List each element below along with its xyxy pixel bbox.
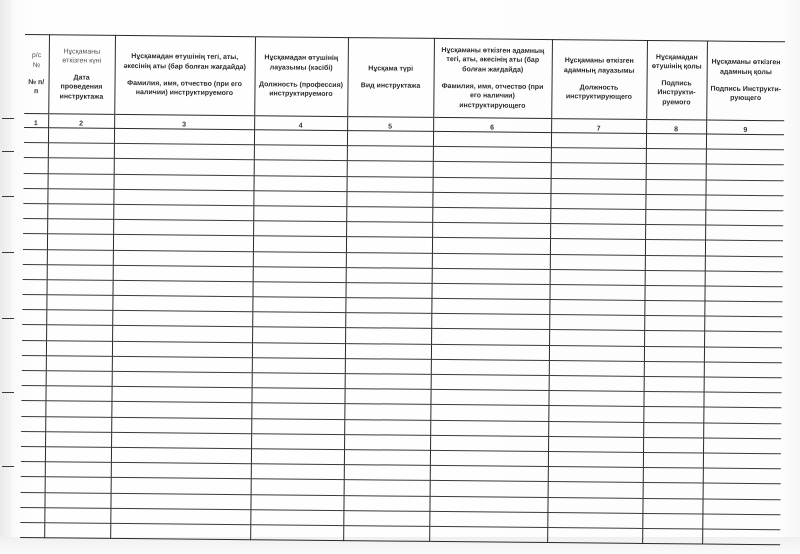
table-cell[interactable] [345, 374, 431, 390]
table-cell[interactable] [431, 283, 549, 299]
table-cell[interactable] [113, 219, 253, 236]
table-cell[interactable] [346, 207, 432, 223]
table-cell[interactable] [642, 498, 702, 514]
table-cell[interactable] [343, 525, 429, 541]
table-cell[interactable] [705, 256, 783, 272]
table-cell[interactable] [251, 464, 344, 480]
gutter-line [2, 196, 14, 197]
table-cell[interactable] [703, 438, 781, 454]
table-cell[interactable] [251, 433, 344, 449]
table-cell[interactable] [44, 492, 110, 508]
table-cell[interactable] [432, 238, 550, 254]
table-cell[interactable] [45, 462, 111, 478]
table-cell[interactable] [705, 195, 783, 211]
table-cell[interactable] [113, 265, 253, 282]
table-cell[interactable] [549, 284, 644, 300]
table-cell[interactable] [48, 173, 114, 189]
table-cell[interactable] [250, 525, 343, 541]
header-col-4 [254, 37, 348, 117]
table-cell[interactable] [547, 512, 642, 528]
gutter-line [2, 118, 14, 119]
table-cell[interactable] [705, 271, 783, 287]
header-col-5 [347, 38, 434, 118]
table-cell[interactable] [430, 466, 548, 482]
table-cell[interactable] [46, 310, 112, 326]
table-cell[interactable] [114, 128, 254, 145]
table-cell[interactable] [113, 250, 253, 267]
table-cell[interactable] [548, 436, 643, 452]
table-cell[interactable] [111, 402, 251, 419]
table-cell[interactable] [703, 407, 781, 423]
table-cell[interactable] [549, 330, 644, 346]
table-cell[interactable] [113, 204, 253, 221]
table-cell[interactable] [344, 480, 430, 496]
table-cell[interactable] [23, 188, 47, 203]
table-cell[interactable] [112, 280, 252, 297]
header-kz: Нұсқама түрі [368, 65, 414, 73]
table-cell[interactable] [549, 360, 644, 376]
table-cell[interactable] [112, 356, 252, 373]
table-cell[interactable] [345, 358, 431, 374]
table-cell[interactable] [343, 510, 429, 526]
table-cell[interactable] [23, 203, 47, 218]
table-cell[interactable] [21, 386, 45, 401]
table-cell[interactable] [344, 404, 430, 420]
table-cell[interactable] [431, 314, 549, 330]
table-cell[interactable] [21, 477, 45, 492]
table-cell[interactable] [253, 190, 346, 206]
table-cell[interactable] [644, 301, 704, 317]
table-cell[interactable] [253, 236, 346, 252]
table-cell[interactable] [45, 416, 111, 432]
table-cell[interactable] [432, 192, 550, 208]
table-cell[interactable] [644, 376, 704, 392]
table-cell[interactable] [23, 234, 47, 249]
table-cell[interactable] [251, 403, 344, 419]
table-cell[interactable] [702, 499, 780, 515]
table-cell[interactable] [254, 130, 347, 146]
table-cell[interactable] [21, 446, 45, 461]
table-cell[interactable] [250, 509, 343, 525]
table-cell[interactable] [430, 435, 548, 451]
table-cell[interactable] [20, 522, 44, 537]
table-cell[interactable] [20, 507, 44, 522]
table-cell[interactable] [431, 359, 549, 375]
table-cell[interactable] [45, 431, 111, 447]
table-cell[interactable] [645, 225, 705, 241]
table-cell[interactable] [432, 268, 550, 284]
table-cell[interactable] [347, 161, 433, 177]
table-cell[interactable] [345, 298, 431, 314]
column-number: 8 [646, 119, 706, 134]
table-cell[interactable] [703, 468, 781, 484]
table-cell[interactable] [110, 523, 250, 540]
header-kz: Нұсқаманы өткізген адамның тегі, аты, әкесінің аты (бар болған жағдайда) [441, 46, 545, 74]
column-number: 4 [254, 116, 347, 131]
table-cell[interactable] [551, 148, 646, 164]
table-cell[interactable] [702, 529, 780, 545]
table-cell[interactable] [47, 264, 113, 280]
column-number: 2 [48, 114, 114, 129]
table-cell[interactable] [45, 386, 111, 402]
table-cell[interactable] [253, 266, 346, 282]
header-ru: Фамилия, имя, отчество (при его наличии) инструктируемого [127, 79, 242, 98]
table-cell[interactable] [643, 483, 703, 499]
table-cell[interactable] [430, 450, 548, 466]
table-cell[interactable] [46, 340, 112, 356]
table-cell[interactable] [111, 447, 251, 464]
table-cell[interactable] [47, 188, 113, 204]
table-cell[interactable] [705, 180, 783, 196]
table-cell[interactable] [549, 345, 644, 361]
header-ru: Подпись Инструкти-руемого [657, 79, 696, 107]
gutter-line [2, 318, 14, 319]
table-cell[interactable] [704, 347, 782, 363]
table-cell[interactable] [432, 253, 550, 269]
table-cell[interactable] [23, 249, 47, 264]
column-number: 3 [114, 114, 254, 129]
table-cell[interactable] [705, 210, 783, 226]
header-ru: Вид инструктажа [360, 81, 421, 90]
table-cell[interactable] [645, 270, 705, 286]
column-number: 5 [347, 117, 433, 132]
table-cell[interactable] [703, 453, 781, 469]
table-cell[interactable] [253, 221, 346, 237]
table-cell[interactable] [644, 331, 704, 347]
table-cell[interactable] [704, 362, 782, 378]
header-kz: р/с № [31, 52, 42, 70]
table-cell[interactable] [22, 370, 46, 385]
table-cell[interactable] [703, 483, 781, 499]
table-cell[interactable] [114, 144, 254, 161]
table-cell[interactable] [551, 133, 646, 149]
table-cell[interactable] [703, 423, 781, 439]
table-cell[interactable] [550, 178, 645, 194]
table-cell[interactable] [706, 149, 784, 165]
header-ru: № п/п [28, 78, 45, 96]
table-cell[interactable] [45, 447, 111, 463]
table-cell[interactable] [548, 482, 643, 498]
table-cell[interactable] [112, 371, 252, 388]
table-cell[interactable] [550, 254, 645, 270]
table-cell[interactable] [47, 234, 113, 250]
column-number: 9 [706, 120, 784, 135]
table-cell[interactable] [48, 143, 114, 159]
binding-gutter [0, 0, 12, 554]
table-cell[interactable] [344, 419, 430, 435]
table-cell[interactable] [112, 311, 252, 328]
table-cell[interactable] [430, 405, 548, 421]
table-cell[interactable] [45, 477, 111, 493]
table-cell[interactable] [643, 468, 703, 484]
table-cell[interactable] [644, 361, 704, 377]
table-cell[interactable] [345, 343, 431, 359]
table-cell[interactable] [253, 251, 346, 267]
table-cell[interactable] [24, 158, 48, 173]
header-col-1 [24, 34, 49, 113]
table-cell[interactable] [22, 295, 46, 310]
table-cell[interactable] [345, 282, 431, 298]
table-cell[interactable] [704, 377, 782, 393]
table-cell[interactable] [346, 237, 432, 253]
table-cell[interactable] [646, 133, 706, 149]
table-cell[interactable] [252, 342, 345, 358]
table-cell[interactable] [21, 431, 45, 446]
table-cell[interactable] [645, 209, 705, 225]
table-cell[interactable] [113, 189, 253, 206]
table-cell[interactable] [549, 376, 644, 392]
table-cell[interactable] [705, 225, 783, 241]
header-kz: Нұсқамадан өтушінің тегі, аты, әкесінің аты (бар болған жағдайда) [123, 53, 246, 72]
table-cell[interactable] [432, 223, 550, 239]
table-cell[interactable] [344, 389, 430, 405]
table-cell[interactable] [431, 298, 549, 314]
table-cell[interactable] [113, 235, 253, 252]
table-cell[interactable] [548, 467, 643, 483]
table-cell[interactable] [643, 392, 703, 408]
table-cell[interactable] [550, 239, 645, 255]
table-cell[interactable] [47, 249, 113, 265]
table-cell[interactable] [110, 493, 250, 510]
table-cell[interactable] [20, 492, 44, 507]
table-cell[interactable] [21, 416, 45, 431]
gutter-line [2, 466, 14, 467]
table-cell[interactable] [433, 131, 551, 147]
table-cell[interactable] [44, 523, 110, 539]
table-cell[interactable] [550, 193, 645, 209]
table-cell[interactable] [646, 164, 706, 180]
table-cell[interactable] [111, 462, 251, 479]
table-cell[interactable] [22, 340, 46, 355]
table-cell[interactable] [48, 128, 114, 144]
table-cell[interactable] [431, 329, 549, 345]
header-row [24, 34, 785, 120]
table-cell[interactable] [429, 496, 547, 512]
table-cell[interactable] [24, 127, 48, 142]
table-cell[interactable] [644, 346, 704, 362]
table-cell[interactable] [550, 208, 645, 224]
table-cell[interactable] [46, 356, 112, 372]
table-cell[interactable] [252, 297, 345, 313]
table-cell[interactable] [112, 295, 252, 312]
table-cell[interactable] [21, 401, 45, 416]
table-cell[interactable] [548, 451, 643, 467]
table-cell[interactable] [46, 280, 112, 296]
table-cell[interactable] [252, 327, 345, 343]
header-col-6 [433, 38, 552, 118]
gutter-line [2, 252, 14, 253]
table-cell[interactable] [21, 462, 45, 477]
header-col-8 [646, 40, 707, 120]
table-cell[interactable] [642, 528, 702, 544]
table-cell[interactable] [111, 387, 251, 404]
header-col-3 [114, 35, 255, 115]
table-cell[interactable] [112, 326, 252, 343]
header-col-9 [706, 41, 785, 121]
table-cell[interactable] [347, 131, 433, 147]
column-number: 7 [551, 119, 646, 134]
table-cell[interactable] [252, 373, 345, 389]
entry-rows [20, 127, 784, 544]
table-cell[interactable] [47, 204, 113, 220]
table-cell[interactable] [704, 331, 782, 347]
table-cell[interactable] [345, 328, 431, 344]
table-cell[interactable] [433, 147, 551, 163]
table-cell[interactable] [643, 407, 703, 423]
table-cell[interactable] [645, 255, 705, 271]
table-cell[interactable] [252, 312, 345, 328]
table-cell[interactable] [23, 219, 47, 234]
table-cell[interactable] [46, 325, 112, 341]
table-cell[interactable] [643, 437, 703, 453]
table-cell[interactable] [344, 465, 430, 481]
table-cell[interactable] [110, 508, 250, 525]
header-col-7 [551, 40, 647, 120]
header-ru: Дата проведения инструктажа [59, 74, 104, 101]
header-kz: Нұсқаманы өткізген адамның қолы [711, 58, 781, 77]
table-cell[interactable] [24, 173, 48, 188]
table-cell[interactable] [550, 224, 645, 240]
table-cell[interactable] [702, 514, 780, 530]
table-cell[interactable] [346, 191, 432, 207]
table-cell[interactable] [432, 207, 550, 223]
table-cell[interactable] [431, 374, 549, 390]
header-kz: Нұсқаманы өткізген күні [62, 47, 102, 65]
table-cell[interactable] [644, 316, 704, 332]
table-cell[interactable] [548, 391, 643, 407]
table-cell[interactable] [252, 358, 345, 374]
table-cell[interactable] [433, 162, 551, 178]
table-cell[interactable] [46, 295, 112, 311]
header-ru: Должность (профессия) инструктируемого [258, 80, 344, 99]
table-cell[interactable] [643, 422, 703, 438]
table-cell[interactable] [252, 282, 345, 298]
table-cell[interactable] [111, 432, 251, 449]
header-kz: Нұсқамадан өтушінің қолы [651, 53, 702, 71]
table-cell[interactable] [48, 158, 114, 174]
table-cell[interactable] [22, 310, 46, 325]
table-cell[interactable] [22, 355, 46, 370]
table-cell[interactable] [254, 145, 347, 161]
table-cell[interactable] [704, 301, 782, 317]
table-cell[interactable] [111, 417, 251, 434]
table-cell[interactable] [47, 219, 113, 235]
table-cell[interactable] [344, 450, 430, 466]
table-cell[interactable] [347, 146, 433, 162]
table-cell[interactable] [345, 313, 431, 329]
table-cell[interactable] [547, 497, 642, 513]
table-cell[interactable] [429, 526, 547, 542]
table-cell[interactable] [704, 316, 782, 332]
table-cell[interactable] [251, 388, 344, 404]
table-cell[interactable] [114, 159, 254, 176]
table-cell[interactable] [44, 507, 110, 523]
table-cell[interactable] [112, 341, 252, 358]
table-cell[interactable] [251, 449, 344, 465]
table-cell[interactable] [251, 479, 344, 495]
header-col-2 [48, 35, 115, 115]
table-cell[interactable] [551, 163, 646, 179]
table-cell[interactable] [548, 421, 643, 437]
table-cell[interactable] [548, 406, 643, 422]
table-cell[interactable] [343, 495, 429, 511]
table-cell[interactable] [643, 452, 703, 468]
table-cell[interactable] [114, 174, 254, 191]
table-cell[interactable] [705, 240, 783, 256]
table-cell[interactable] [22, 279, 46, 294]
table-cell[interactable] [430, 481, 548, 497]
table-cell[interactable] [547, 527, 642, 543]
table-cell[interactable] [704, 286, 782, 302]
table-cell[interactable] [429, 511, 547, 527]
table-cell[interactable] [433, 177, 551, 193]
table-cell[interactable] [706, 134, 784, 150]
table-cell[interactable] [22, 325, 46, 340]
table-cell[interactable] [646, 149, 706, 165]
table-cell[interactable] [251, 418, 344, 434]
table-cell[interactable] [346, 252, 432, 268]
table-cell[interactable] [430, 420, 548, 436]
header-ru: Должность инструктирующего [565, 83, 633, 101]
gutter-line [2, 151, 14, 152]
header-kz: Нұсқамадан өтушінің лауазымы (кәсібі) [264, 54, 339, 72]
table-cell[interactable] [549, 315, 644, 331]
table-cell[interactable] [431, 344, 549, 360]
table-cell[interactable] [24, 143, 48, 158]
table-cell[interactable] [645, 179, 705, 195]
table-cell[interactable] [347, 176, 433, 192]
table-cell[interactable] [45, 401, 111, 417]
table-cell[interactable] [250, 494, 343, 510]
header-ru: Подпись Инструкти-рующего [710, 85, 782, 103]
table-cell[interactable] [550, 269, 645, 285]
instruction-journal-table [20, 34, 785, 545]
table-cell[interactable] [111, 478, 251, 495]
table-cell[interactable] [706, 164, 784, 180]
table-cell[interactable] [549, 300, 644, 316]
table-cell[interactable] [23, 264, 47, 279]
table-cell[interactable] [253, 206, 346, 222]
table-cell[interactable] [254, 175, 347, 191]
table-cell[interactable] [645, 240, 705, 256]
gutter-line [2, 392, 14, 393]
header-ru: Фамилия, имя, отчество (при его наличии) инструктирующего [441, 82, 544, 110]
table-cell[interactable] [346, 222, 432, 238]
table-cell[interactable] [430, 390, 548, 406]
table-cell[interactable] [642, 513, 702, 529]
table-cell[interactable] [46, 371, 112, 387]
table-cell[interactable] [254, 160, 347, 176]
table-cell[interactable] [644, 285, 704, 301]
table-cell[interactable] [346, 267, 432, 283]
table-cell[interactable] [344, 434, 430, 450]
header-kz: Нұсқаманы өткізген адамның лауазымы [563, 57, 635, 75]
table-cell[interactable] [703, 392, 781, 408]
table-cell[interactable] [645, 194, 705, 210]
column-number: 6 [433, 117, 551, 132]
column-number: 1 [24, 113, 48, 127]
